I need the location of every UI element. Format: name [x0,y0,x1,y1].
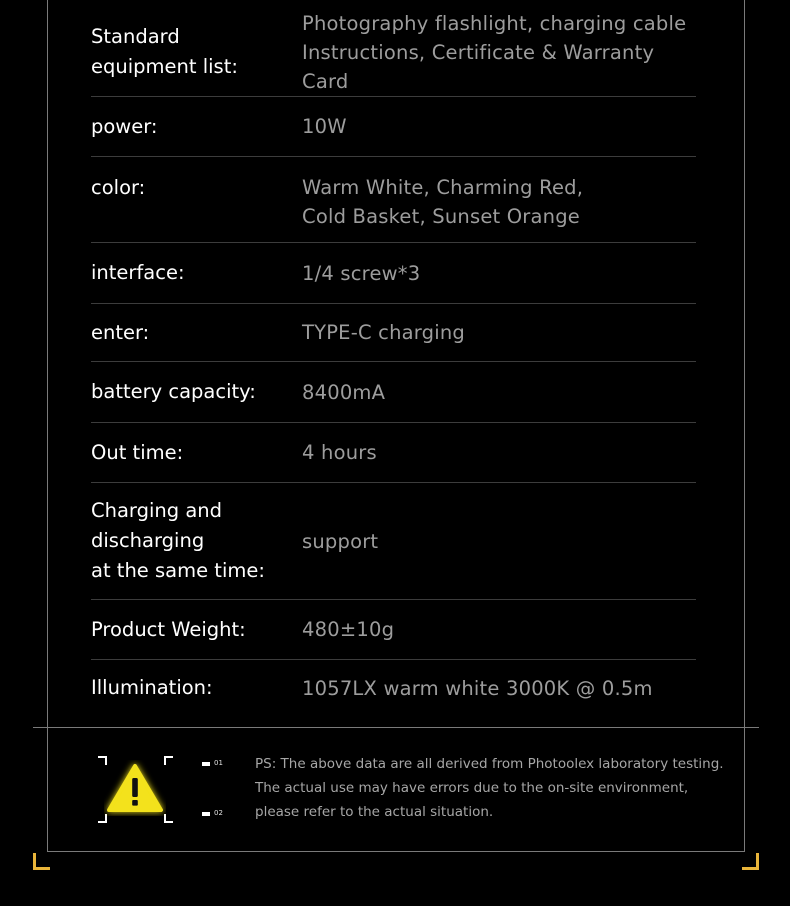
spec-row-battery [91,362,696,423]
spec-value: 1/4 screw*3 [302,261,421,285]
notice-divider-line [33,727,759,728]
tick-label-top: 01 [214,759,223,767]
frame-bottom-line [47,851,745,852]
warning-triangle-icon [104,760,166,816]
notice-text: PS: The above data are all derived from Photoolex laboratory testing. The actual use may have errors due to the on-site environment, please refer to the actual situation. [255,756,724,820]
spec-value: 8400mA [302,380,386,404]
spec-row-out-time [91,423,696,483]
warning-icon-block [96,754,174,822]
spec-value: Warm White, Charming Red, Cold Basket, Sunset Orange [302,176,584,228]
spec-row-interface [91,243,696,304]
spec-label: color: [91,176,146,199]
spec-value: Photography flashlight, charging cable Instructions, Certificate & Warranty Card [302,11,687,93]
spec-row-illumination [91,660,696,716]
frame-right-line [744,0,745,852]
spec-row-weight [91,600,696,660]
spec-table [91,8,696,716]
spec-value: TYPE-C charging [302,321,465,344]
frame-left-line [47,0,48,852]
spec-value: support [302,529,379,553]
spec-label: Standard equipment list: [91,25,238,78]
spec-row-charging [91,483,696,600]
spec-value: 10W [302,115,347,138]
spec-value: 480±10g [302,618,395,641]
corner-bracket-left [33,853,50,870]
spec-value: 1057LX warm white 3000K @ 0.5m [302,676,653,700]
spec-value: 4 hours [302,441,377,464]
spec-label: interface: [91,261,185,284]
spec-label: power: [91,114,158,138]
spec-label: Product Weight: [91,617,246,641]
spec-label: Charging and discharging at the same time: [91,499,265,582]
spec-row-equipment [91,8,696,97]
spec-label: Illumination: [91,676,213,699]
spec-row-enter [91,304,696,362]
spec-row-power [91,97,696,157]
corner-bracket-right [742,853,759,870]
spec-label: battery capacity: [91,380,256,403]
tick-dash-top [202,762,210,766]
spec-label: Out time: [91,440,184,464]
spec-row-color [91,157,696,243]
tick-dash-bottom [202,812,210,816]
tick-label-bottom: 02 [214,809,223,817]
spec-label: enter: [91,320,150,344]
